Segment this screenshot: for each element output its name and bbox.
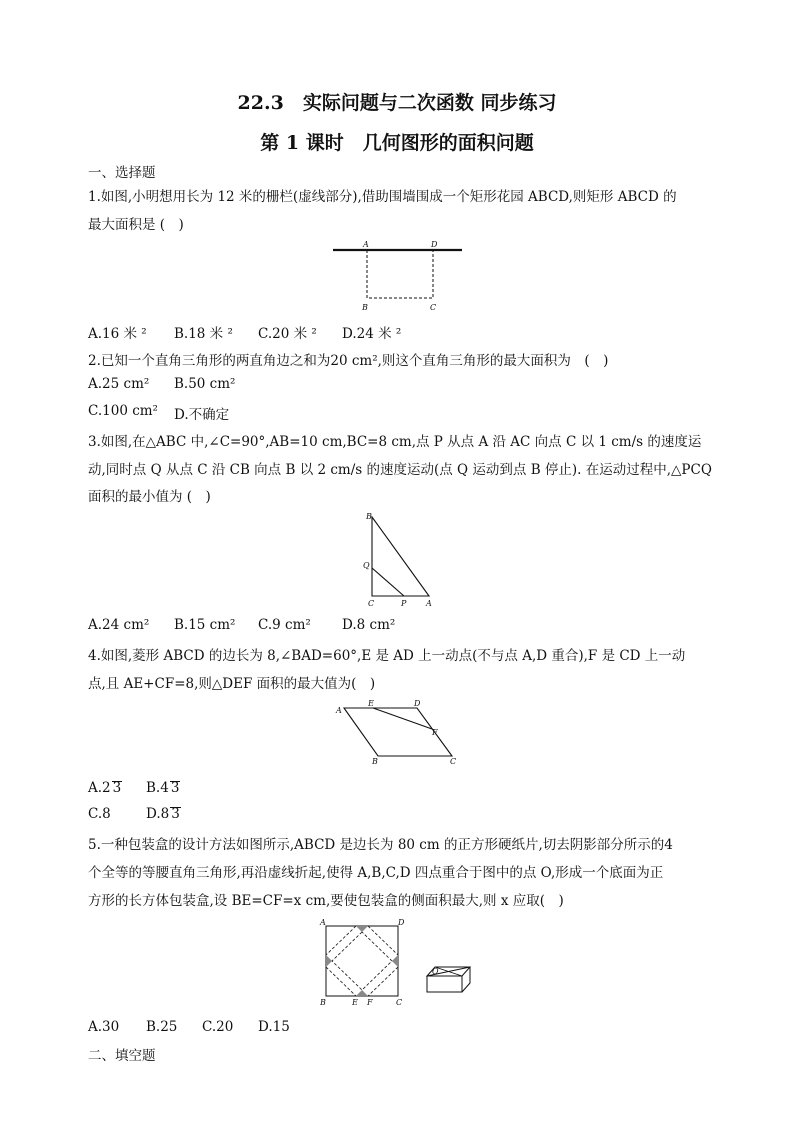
q4-label-d: D [414,699,421,708]
q4-label-a: A [336,706,342,715]
q5-options [88,1019,388,1039]
q5-label-e: E [352,998,358,1007]
q5-option-d[interactable]: D.15 [258,1019,290,1035]
q1-options [88,322,488,342]
q3-options [88,617,488,637]
q5-figure-square [318,917,408,1009]
q3-label-a: A [426,599,432,608]
q2-option-d[interactable]: D.不确定 [174,407,230,423]
q4-options-row2 [88,806,288,828]
q5-option-b[interactable]: B.25 [146,1019,178,1035]
q4-option-b-radical: 3 [170,780,180,796]
q1-label-c: C [430,303,437,312]
q3-label-p: P [401,599,407,608]
q3-text-line2: 动,同时点 Q 从点 C 沿 CB 向点 B 以 2 cm/s 的速度运动(点 Q 运动到点 B 停止). 在运动过程中,△PCQ [88,462,712,478]
q2-options-row1 [88,376,288,396]
q4-figure [330,697,465,769]
q5-text-line2: 个全等的等腰直角三角形,再沿虚线折起,使得 A,B,C,D 四点重合于图中的点 O,形成一个底面为正 [88,865,664,881]
q5-figure-box [424,962,474,996]
page-title: 22.3 实际问题与二次函数 同步练习 [237,92,557,114]
q3-label-c: C [368,599,375,608]
q2-option-a[interactable]: A.25 cm² [88,376,150,392]
q3-label-b: B [366,512,372,521]
q4-label-b: B [372,757,378,766]
q5-label-d: D [398,918,405,927]
q1-option-d[interactable]: D.24 米 ² [342,326,402,342]
q2-text-line1: 2.已知一个直角三角形的两直角边之和为20 cm²,则这个直角三角形的最大面积为 ( ) [88,353,609,369]
q1-figure [330,238,465,316]
q1-option-c[interactable]: C.20 米 ² [258,326,317,342]
q3-option-c[interactable]: C.9 cm² [258,617,311,633]
q5-label-c: C [396,998,403,1007]
q2-option-c[interactable]: C.100 cm² [88,403,158,419]
section-heading-fill: 二、填空题 [88,1048,156,1064]
q2-options-row2 [88,403,288,423]
q1-label-d: D [431,240,438,249]
q5-label-o: O [432,967,439,976]
q3-text-line1: 3.如图,在△ABC 中,∠C=90°,AB=10 cm,BC=8 cm,点 P 从点 A 沿 AC 向点 C 以 1 cm/s 的速度运 [88,434,702,450]
page-subtitle: 第 1 课时 几何图形的面积问题 [260,132,534,154]
q5-option-c[interactable]: C.20 [202,1019,234,1035]
q5-label-a: A [320,918,326,927]
q5-text-line1: 5.一种包装盒的设计方法如图所示,ABCD 是边长为 80 cm 的正方形硬纸片,切去阴影部分所示的4 [88,837,673,853]
q4-options-row1 [88,780,288,802]
q4-label-c: C [450,757,457,766]
q1-text-line1: 1.如图,小明想用长为 12 米的栅栏(虚线部分),借助围墙围成一个矩形花园 ABCD,则矩形 ABCD 的 [88,189,677,205]
q4-text-line2: 点,且 AE+CF=8,则△DEF 面积的最大值为( ) [88,676,376,692]
q4-option-a-radical: 3 [112,780,122,796]
q1-option-b[interactable]: B.18 米 ² [174,326,233,342]
q4-option-d-radical: 3 [171,806,180,822]
q1-label-b: B [362,303,368,312]
q1-label-a: A [363,240,369,249]
q4-option-a[interactable]: A.2 3 [88,780,122,796]
q4-text-line1: 4.如图,菱形 ABCD 的边长为 8,∠BAD=60°,E 是 AD 上一动点(不与点 A,D 重合),F 是 CD 上一动 [88,648,686,664]
q3-option-d[interactable]: D.8 cm² [342,617,396,633]
q4-option-c[interactable]: C.8 [88,806,111,822]
q5-label-b: B [320,998,326,1007]
q4-option-d[interactable]: D.8 3 [146,806,180,822]
q5-text-line3: 方形的长方体包装盒,设 BE=CF=x cm,要使包装盒的侧面积最大,则 x 应取( ) [88,893,564,909]
q3-label-q: Q [363,561,370,570]
section-heading-choice: 一、选择题 [88,165,156,181]
q3-text-line3: 面积的最小值为 ( ) [88,489,211,505]
q1-option-a[interactable]: A.16 米 ² [88,326,147,342]
q4-option-b[interactable]: B.4 3 [146,780,180,796]
q5-label-f: F [367,998,373,1007]
q3-option-a[interactable]: A.24 cm² [88,617,150,633]
q3-option-b[interactable]: B.15 cm² [174,617,236,633]
q3-figure [360,508,440,610]
q4-label-e: E [368,699,374,708]
q1-text-line2: 最大面积是 ( ) [88,217,184,233]
q2-option-b[interactable]: B.50 cm² [174,376,236,392]
q5-option-a[interactable]: A.30 [88,1019,120,1035]
q4-label-f: F [432,728,438,737]
